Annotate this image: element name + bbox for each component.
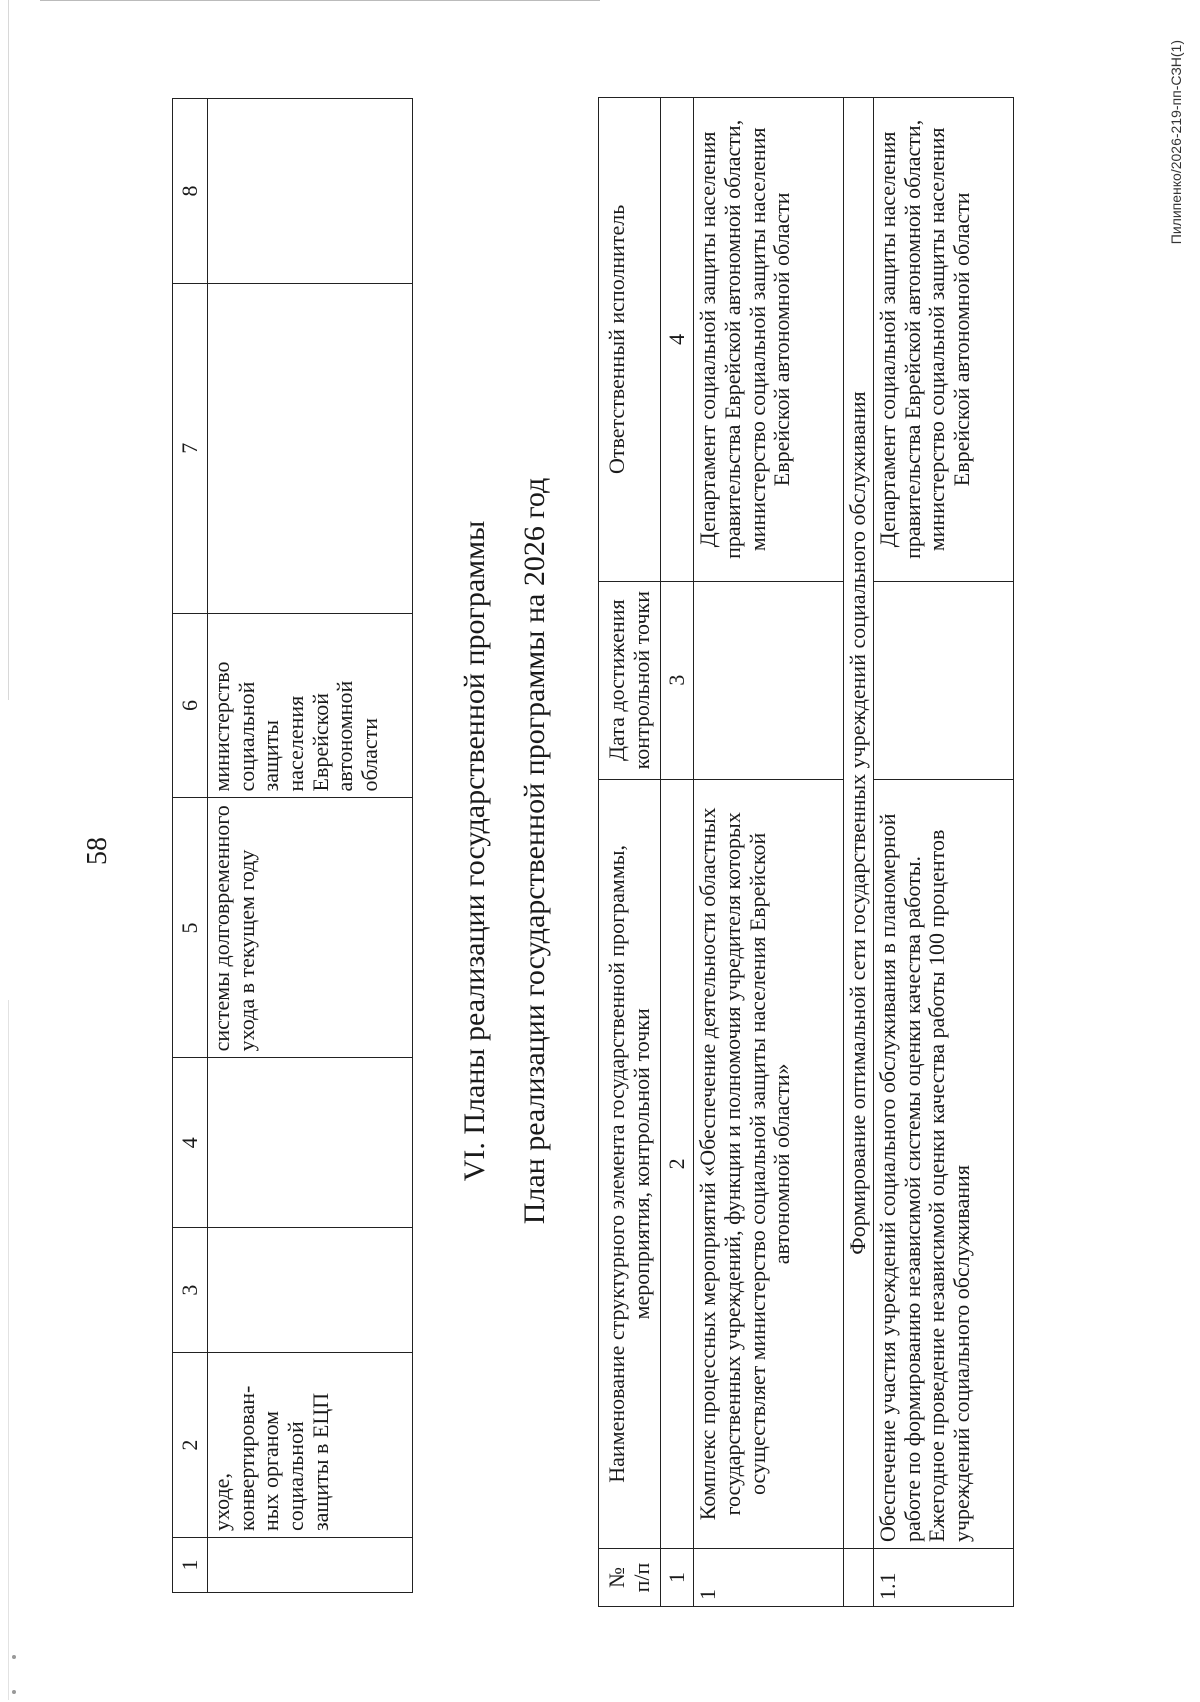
- table-row: [208, 99, 413, 1593]
- table-row: [873, 98, 1013, 1607]
- row-name: Комплекс процессных мероприятий «Обеспечение деятельности областных государственных учреждений, функции и полномочия учредителя которых осуществляет министерство социальной защиты населения Еврейской автономной области»: [694, 779, 844, 1548]
- col-number: 4: [661, 98, 694, 582]
- col-number: 3: [173, 1228, 208, 1353]
- col-number: 5: [173, 798, 208, 1058]
- table-cell: системы долговременного ухода в текущем году: [208, 798, 413, 1058]
- task-title: Формирование оптимальной сети государственных учреждений социального обслуживания: [844, 98, 874, 1549]
- plan-title: План реализации государственной программы на 2026 год: [518, 477, 551, 1225]
- table-cell: [208, 283, 413, 613]
- col-number: 4: [173, 1058, 208, 1228]
- table-cell: [208, 1228, 413, 1353]
- col-number: 7: [173, 283, 208, 613]
- table-row: [694, 98, 844, 1607]
- col-number: 3: [661, 581, 694, 779]
- header-name: Наименование структурного элемента государственной программы, мероприятия, контрольной точки: [599, 779, 661, 1548]
- col-number: 6: [173, 613, 208, 798]
- section-title: VI. Планы реализации государственной программы: [458, 520, 491, 1182]
- header-num: № п/п: [599, 1549, 661, 1607]
- col-number: 2: [173, 1353, 208, 1538]
- col-number: 2: [661, 779, 694, 1548]
- row-executor: Департамент социальной защиты населения правительства Еврейской автономной области, министерство социальной защиты населения Еврейской автономной области: [694, 98, 844, 582]
- continued-table: [172, 98, 413, 1593]
- row-name: Обеспечение участия учреждений социального обслуживания в планомерной работе по формированию независимой системы оценки качества работы. Ежегодное проведение независимой оценки качества работы 100 процентов учреждений социального обслуживания: [873, 779, 1013, 1548]
- table-cell: [844, 1549, 874, 1607]
- table-header-row: [173, 99, 208, 1593]
- row-num: 1: [694, 1549, 844, 1607]
- header-date: Дата достижения контрольной точки: [599, 581, 661, 779]
- document-code: Пилипенко/2026-219-пп-СЗН(1): [1168, 40, 1184, 245]
- table-cell: [208, 99, 413, 284]
- row-date: [873, 581, 1013, 779]
- row-date: [694, 581, 844, 779]
- col-number: 1: [173, 1538, 208, 1593]
- header-executor: Ответственный исполнитель: [599, 98, 661, 582]
- plan-table: [598, 97, 1014, 1607]
- table-cell: уходе, конвертирован-ных органом социальной защиты в ЕЦП: [208, 1353, 413, 1538]
- col-number: 8: [173, 99, 208, 284]
- plan-header-row: [599, 98, 661, 1607]
- table-cell: министерство социальной защиты населения Еврейской автономной области: [208, 613, 413, 798]
- plan-colnum-row: [661, 98, 694, 1607]
- row-num: 1.1: [873, 1549, 1013, 1607]
- task-row: [844, 98, 874, 1607]
- page-number: 58: [82, 837, 113, 865]
- row-executor: Департамент социальной защиты населения правительства Еврейской автономной области, министерство социальной защиты населения Еврейской автономной области: [873, 98, 1013, 582]
- table-cell: [208, 1538, 413, 1593]
- col-number: 1: [661, 1549, 694, 1607]
- table-cell: [208, 1058, 413, 1228]
